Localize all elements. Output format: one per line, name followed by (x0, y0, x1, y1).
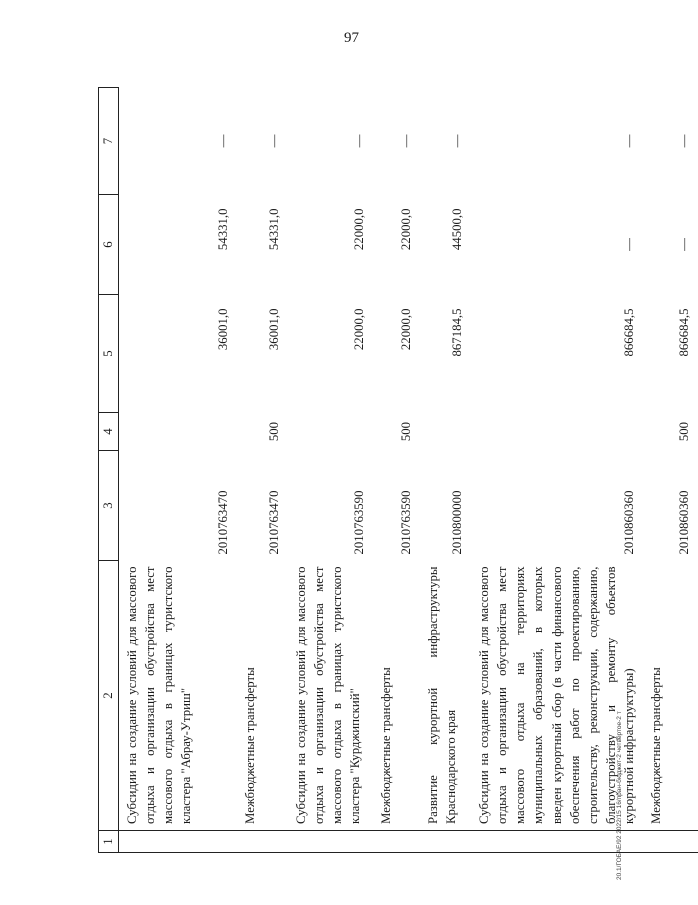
row-vr: 500 (266, 421, 281, 442)
row-value-7: — (398, 134, 413, 148)
row-vr: 500 (677, 421, 692, 442)
row-value-6: 22000,0 (398, 208, 413, 251)
table-row (237, 88, 288, 853)
row-index-cell (288, 831, 373, 853)
table-row (471, 88, 643, 853)
document-stamp: 20.1/ГОБАЕ/92 2022/15 16/пран-бюджет-2 четвёртое-2 т (616, 711, 623, 880)
row-value-5: 866684,5 (622, 308, 637, 357)
row-value-5: 867184,5 (449, 308, 464, 357)
row-description: Субсидии на создание условий для массового отдыха и организации обустройства мест массового отдыха в границах туристского кластера "Курджипский" (294, 566, 363, 824)
table-row (288, 88, 373, 853)
header-col-3: 3 (99, 451, 119, 561)
row-code: 2010800000 (449, 490, 464, 555)
row-description: Субсидии на создание условий для массового отдыха и организации обустройства мест массового отдыха на территориях муниципальных образований, в которых введен курортный сбор (в части финансового обеспечения работ по проектированию, строительству, реконструкции, содержанию, благоустройству и ремонту объектов курортной инфраструктуры) (477, 566, 637, 824)
header-col-2: 2 (99, 561, 119, 831)
row-vr (288, 413, 373, 451)
row-value-5: 36001,0 (215, 308, 230, 351)
row-value-7: — (622, 134, 637, 148)
row-index-cell (471, 831, 643, 853)
row-value-7: — (215, 134, 230, 148)
table-row (420, 88, 471, 853)
row-description: Межбюджетные трансферты (649, 667, 664, 824)
row-code: 2010763590 (398, 490, 413, 555)
row-index-cell (373, 831, 420, 853)
header-col-7: 7 (99, 88, 119, 195)
table-row (373, 88, 420, 853)
header-row (99, 88, 119, 853)
row-code: 2010763470 (266, 490, 281, 555)
row-description: Развитие курортной инфраструктуры Краснодарского края (426, 566, 459, 824)
header-col-6: 6 (99, 195, 119, 295)
row-index-cell (643, 831, 698, 853)
table-row (119, 88, 238, 853)
row-code: 2010860360 (677, 490, 692, 555)
row-index-cell (237, 831, 288, 853)
row-value-6: — (622, 238, 637, 251)
row-value-5: 22000,0 (398, 308, 413, 351)
row-value-5: 22000,0 (351, 308, 366, 351)
header-col-1: 1 (99, 831, 119, 853)
row-code: 2010763590 (351, 490, 366, 555)
row-value-6: 22000,0 (351, 208, 366, 251)
header-col-4: 4 (99, 413, 119, 451)
row-value-6: 54331,0 (266, 208, 281, 251)
row-index-cell (420, 831, 471, 853)
row-vr (119, 413, 238, 451)
row-value-6: 44500,0 (449, 208, 464, 251)
row-code: 2010763470 (215, 490, 230, 555)
header-col-5: 5 (99, 295, 119, 413)
row-value-6: — (677, 238, 692, 251)
row-vr: 500 (398, 421, 413, 442)
row-index-cell (119, 831, 238, 853)
page-number: 97 (344, 30, 359, 46)
row-vr (471, 413, 643, 451)
budget-table (98, 87, 698, 853)
row-value-7: — (351, 134, 366, 148)
row-description: Субсидии на создание условий для массового отдыха и организации обустройства мест массового отдыха в границах туристского кластера "Абрау-Утриш" (125, 566, 194, 824)
row-value-7: — (449, 134, 464, 148)
row-value-7: — (677, 134, 692, 148)
row-value-6: 54331,0 (215, 208, 230, 251)
row-value-5: 866684,5 (677, 308, 692, 357)
row-description: Межбюджетные трансферты (243, 667, 257, 824)
row-value-5: 36001,0 (266, 308, 281, 351)
row-code: 2010860360 (622, 490, 637, 555)
row-description: Межбюджетные трансферты (379, 667, 393, 824)
row-value-7: — (266, 134, 281, 148)
row-vr (420, 413, 471, 451)
table-row (643, 88, 698, 853)
